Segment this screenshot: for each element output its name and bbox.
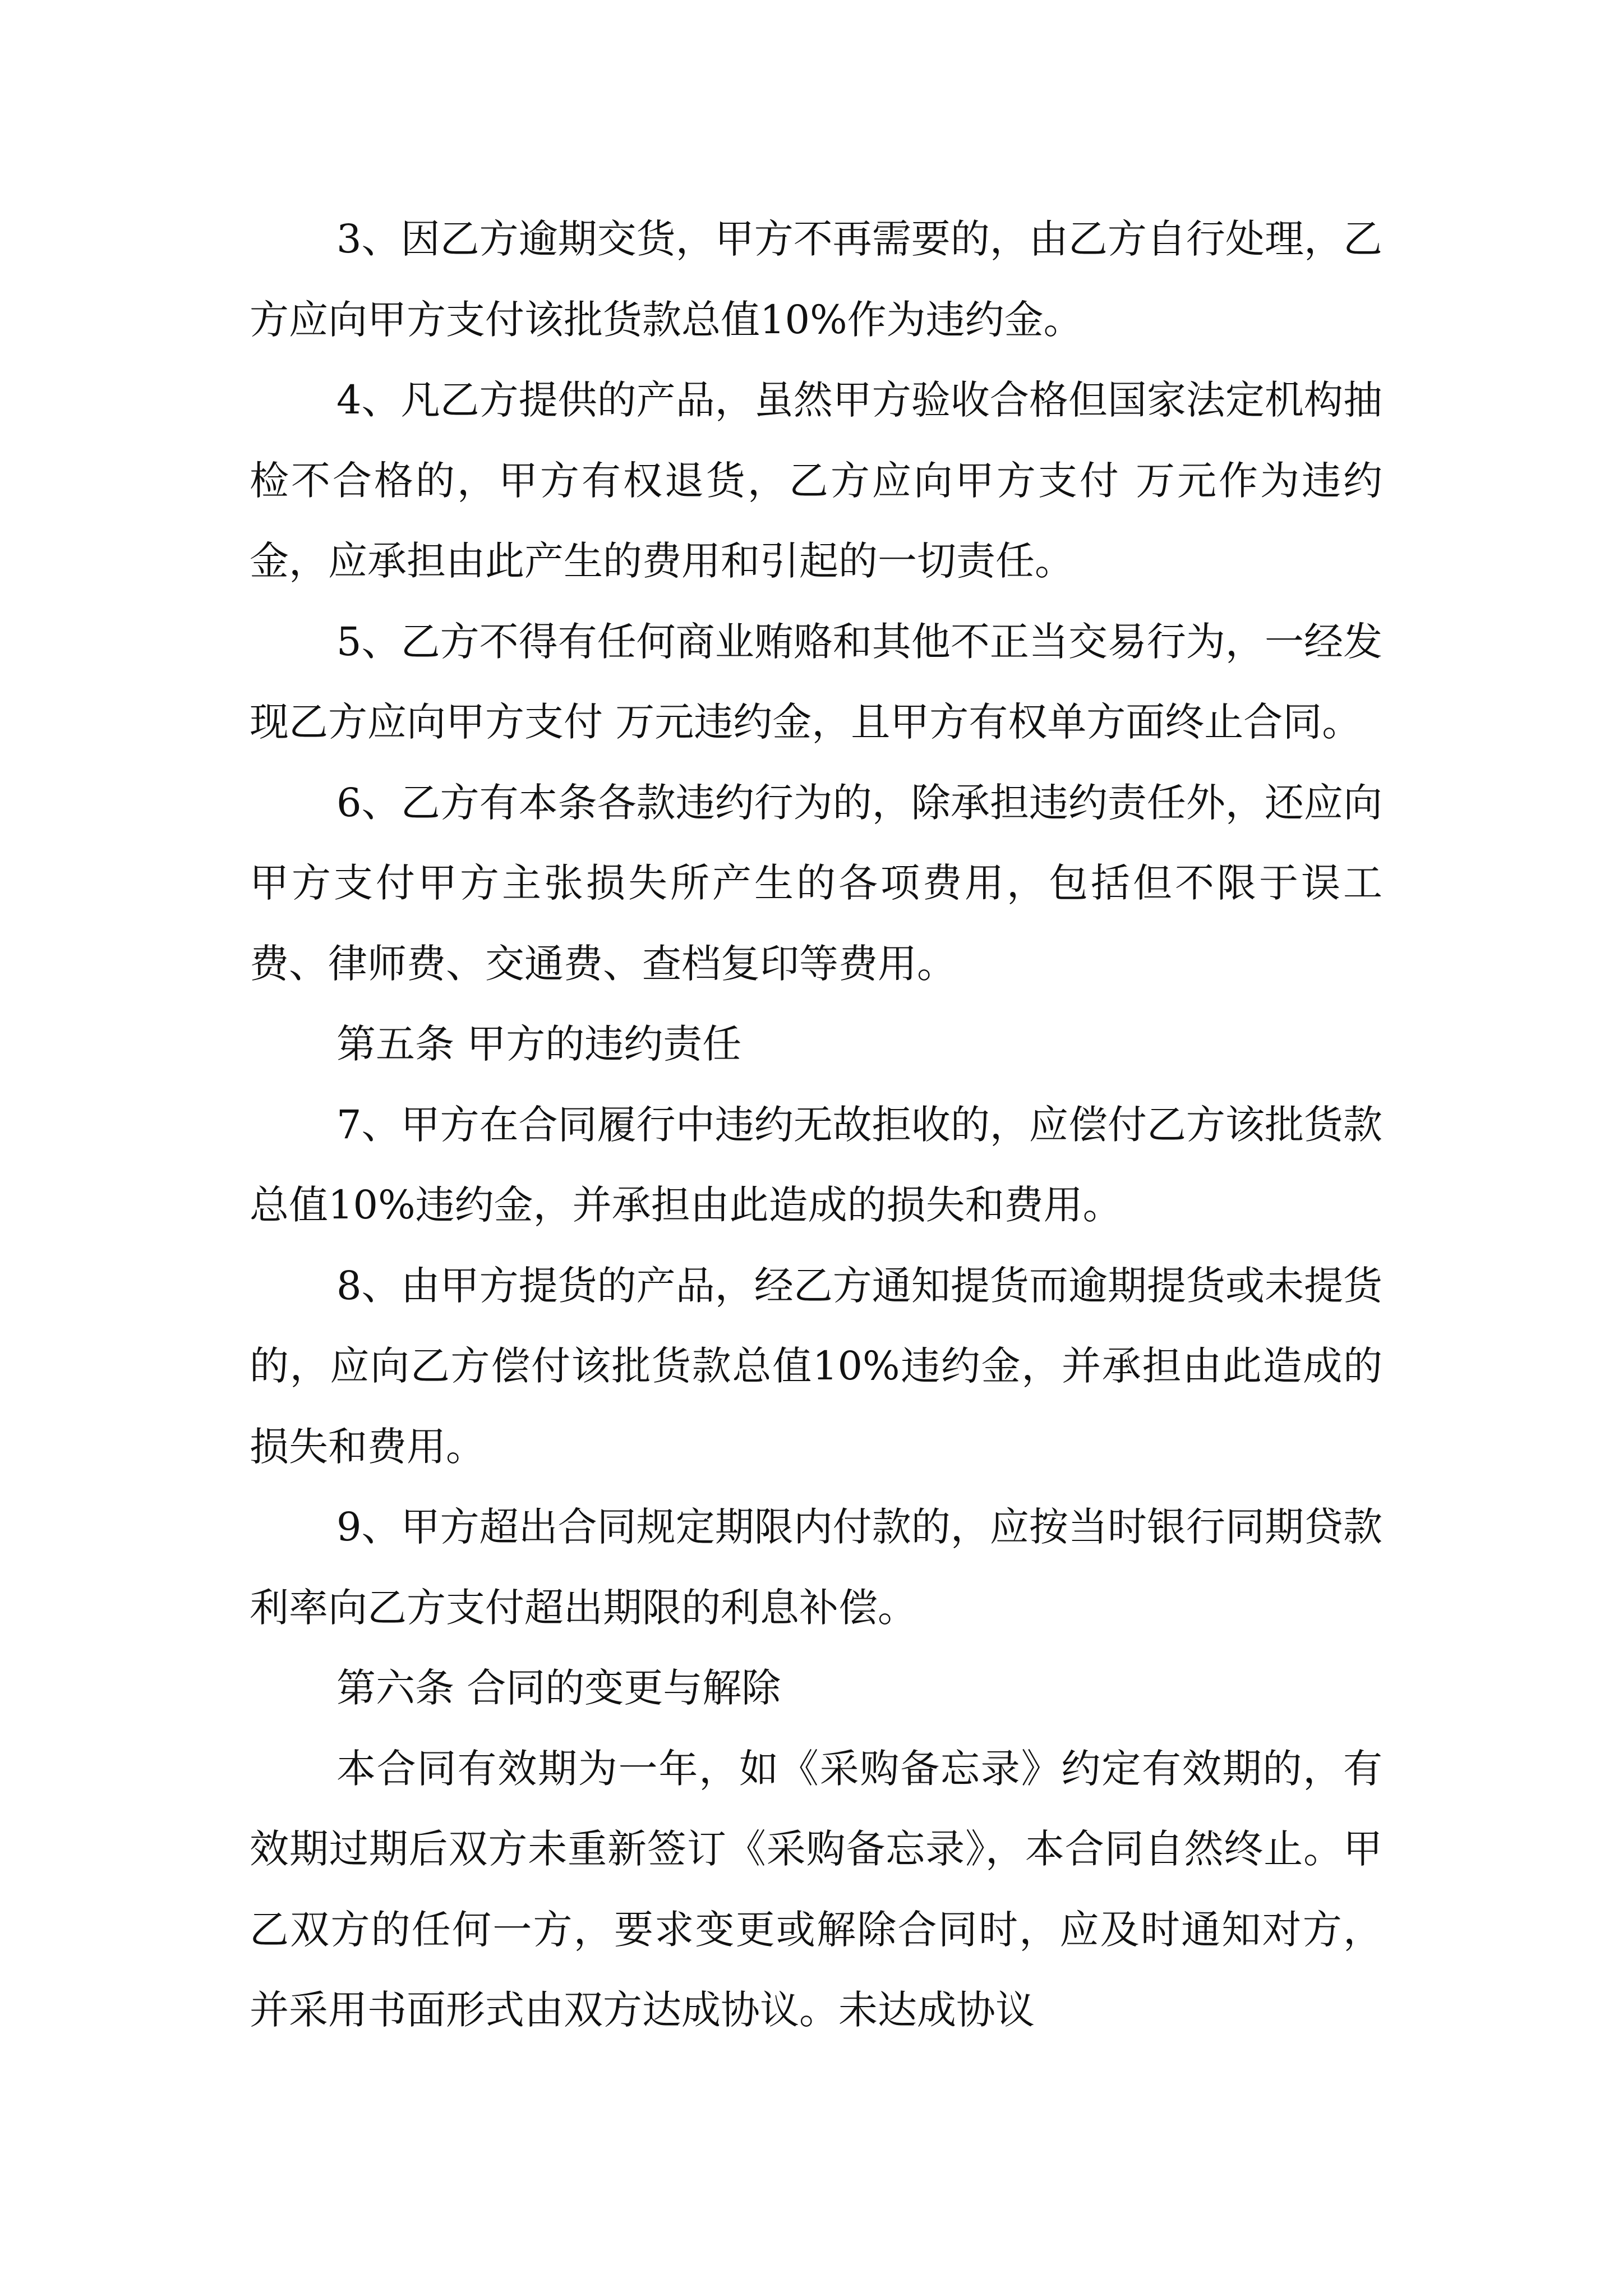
clause-6-paragraph: 6、乙方有本条各款违约行为的，除承担违约责任外，还应向甲方支付甲方主张损失所产生的各项费用，包括但不限于误工费、律师费、交通费、查档复印等费用。: [250, 779, 1382, 987]
article-5-heading: 第五条 甲方的违约责任: [336, 1021, 742, 1067]
clause-3-paragraph: 3、因乙方逾期交货，甲方不再需要的，由乙方自行处理，乙方应向甲方支付该批货款总值10%作为违约金。: [250, 216, 1382, 343]
clause-5-paragraph: 5、乙方不得有任何商业贿赂和其他不正当交易行为，一经发现乙方应向甲方支付 万元违约金，且甲方有权单方面终止合同。: [250, 618, 1382, 745]
document-body: [250, 199, 1382, 2051]
clause-7-paragraph: 7、甲方在合同履行中违约无故拒收的，应偿付乙方该批货款总值10%违约金，并承担由此造成的损失和费用。: [250, 1101, 1382, 1228]
article-6-heading: 第六条 合同的变更与解除: [336, 1665, 781, 1711]
contract-term-paragraph: 本合同有效期为一年，如《采购备忘录》约定有效期的，有效期过期后双方未重新签订《采购备忘录》，本合同自然终止。甲乙双方的任何一方，要求变更或解除合同时，应及时通知对方，并采用书面形式由双方达成协议。未达成协议: [250, 1745, 1382, 2033]
clause-4-paragraph: 4、凡乙方提供的产品，虽然甲方验收合格但国家法定机构抽检不合格的，甲方有权退货，乙方应向甲方支付 万元作为违约金，应承担由此产生的费用和引起的一切责任。: [250, 377, 1382, 584]
clause-9-paragraph: 9、甲方超出合同规定期限内付款的，应按当时银行同期贷款利率向乙方支付超出期限的利息补偿。: [250, 1504, 1382, 1631]
clause-8-paragraph: 8、由甲方提货的产品，经乙方通知提货而逾期提货或未提货的，应向乙方偿付该批货款总值10%违约金，并承担由此造成的损失和费用。: [250, 1262, 1382, 1470]
